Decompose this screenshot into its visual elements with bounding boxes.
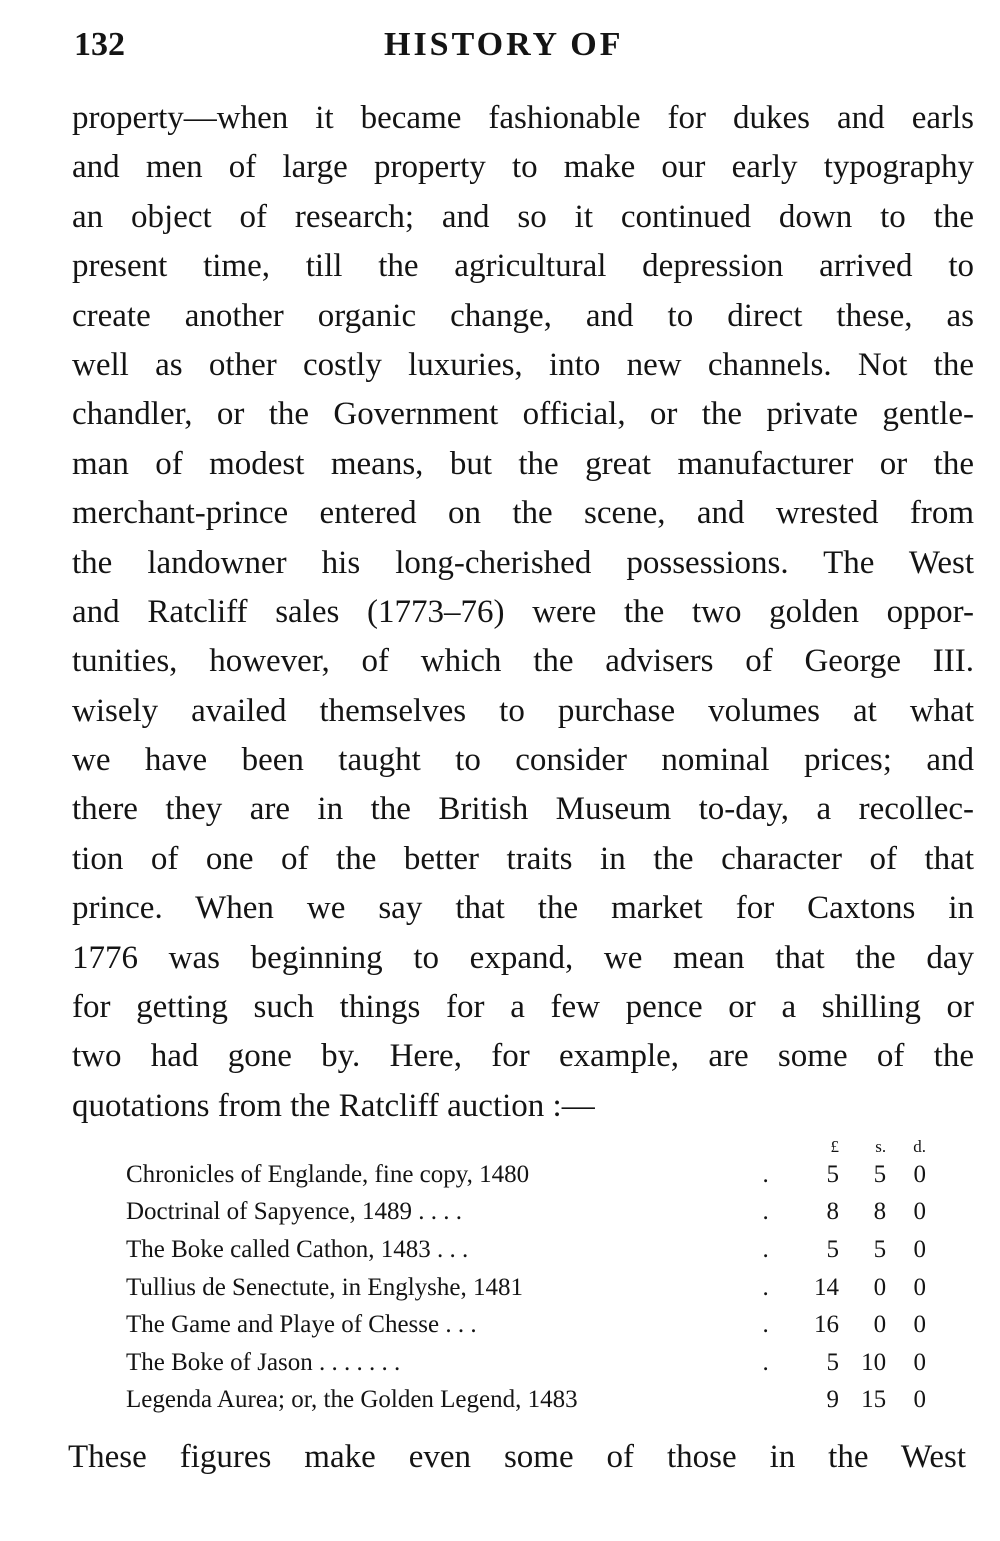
text-line: quotations from the Ratcliff auction :— xyxy=(72,1087,595,1124)
main-paragraph xyxy=(72,94,974,1131)
continuation-line: These figures make even some of those in the West xyxy=(68,1439,966,1475)
price-pence: 0 xyxy=(913,1348,926,1376)
book-title: Chronicles of Englande, fine copy, 1480 xyxy=(126,1160,530,1188)
price-pounds: 14 xyxy=(813,1273,839,1301)
text-line: an object of research; and so it continued down to the xyxy=(72,198,974,235)
price-shillings: 5 xyxy=(873,1160,887,1188)
book-title: Tullius de Senectute, in Englyshe, 1481 xyxy=(126,1273,523,1301)
price-table-header xyxy=(126,1138,926,1156)
price-shillings: 0 xyxy=(873,1311,887,1339)
table-row xyxy=(126,1306,926,1344)
leader-dot: . xyxy=(762,1273,769,1301)
text-line: there they are in the British Museum to-day, a recollec- xyxy=(72,791,974,828)
text-line: well as other costly luxuries, into new channels. Not the xyxy=(72,346,974,383)
text-line: two had gone by. Here, for example, are some of the xyxy=(72,1038,974,1075)
pounds-header: £ xyxy=(830,1137,839,1156)
table-row xyxy=(126,1344,926,1382)
price-shillings: 0 xyxy=(873,1273,887,1301)
price-shillings: 8 xyxy=(873,1198,887,1226)
price-shillings: 5 xyxy=(873,1235,887,1263)
price-pounds: 8 xyxy=(826,1198,839,1226)
text-line: we have been taught to consider nominal prices; and xyxy=(72,742,974,779)
table-row xyxy=(126,1231,926,1269)
price-pence: 0 xyxy=(913,1198,926,1226)
price-pounds: 5 xyxy=(826,1235,839,1263)
table-row xyxy=(126,1269,926,1307)
text-line: prince. When we say that the market for Caxtons in xyxy=(72,890,974,927)
text-line: and men of large property to make our early typography xyxy=(72,149,974,186)
leader-dot: . xyxy=(762,1198,769,1226)
book-title: Doctrinal of Sapyence, 1489 . . . . xyxy=(126,1198,463,1226)
price-shillings: 15 xyxy=(861,1386,887,1414)
book-title: The Game and Playe of Chesse . . . xyxy=(126,1311,477,1339)
leader-dot: . xyxy=(762,1235,769,1263)
table-row xyxy=(126,1382,926,1420)
page-number: 132 xyxy=(74,26,125,63)
pence-header: d. xyxy=(913,1137,926,1156)
price-pence: 0 xyxy=(913,1386,926,1414)
text-line: for getting such things for a few pence or a shilling or xyxy=(72,989,974,1026)
text-line: man of modest means, but the great manufacturer or the xyxy=(72,445,974,482)
price-pounds: 5 xyxy=(826,1160,839,1188)
text-line: and Ratcliff sales (1773–76) were the two golden oppor- xyxy=(72,593,974,630)
text-line: merchant-prince entered on the scene, and wrested from xyxy=(72,495,974,532)
text-line: the landowner his long-cherished possessions. The West xyxy=(72,544,974,581)
price-pence: 0 xyxy=(913,1311,926,1339)
price-shillings: 10 xyxy=(861,1348,887,1376)
price-pounds: 9 xyxy=(826,1386,839,1414)
auction-price-table xyxy=(126,1138,926,1419)
table-row xyxy=(126,1156,926,1194)
price-pence: 0 xyxy=(913,1235,926,1263)
leader-dot: . xyxy=(762,1311,769,1339)
leader-dot: . xyxy=(762,1160,769,1188)
book-title: The Boke called Cathon, 1483 . . . xyxy=(126,1235,469,1263)
text-line: property—when it became fashionable for dukes and earls xyxy=(72,100,974,136)
running-head-title: HISTORY OF xyxy=(384,26,624,63)
text-line: create another organic change, and to direct these, as xyxy=(72,297,974,334)
table-row xyxy=(126,1194,926,1232)
text-line: tunities, however, of which the advisers of George III. xyxy=(72,643,974,680)
price-pence: 0 xyxy=(913,1273,926,1301)
text-line: tion of one of the better traits in the character of that xyxy=(72,840,974,877)
price-pounds: 5 xyxy=(826,1348,839,1376)
text-line: chandler, or the Government official, or the private gentle- xyxy=(72,396,974,433)
text-line: present time, till the agricultural depression arrived to xyxy=(72,248,974,285)
text-line: wisely availed themselves to purchase volumes at what xyxy=(72,692,974,729)
text-line: 1776 was beginning to expand, we mean that the day xyxy=(72,939,974,976)
leader-dot xyxy=(755,1382,776,1420)
price-pounds: 16 xyxy=(813,1311,839,1339)
book-title: The Boke of Jason . . . . . . . xyxy=(126,1348,401,1376)
price-pence: 0 xyxy=(913,1160,926,1188)
leader-dot: . xyxy=(762,1348,769,1376)
running-header xyxy=(74,26,978,72)
book-title: Legenda Aurea; or, the Golden Legend, 1483 xyxy=(126,1386,578,1414)
shillings-header: s. xyxy=(875,1137,887,1156)
